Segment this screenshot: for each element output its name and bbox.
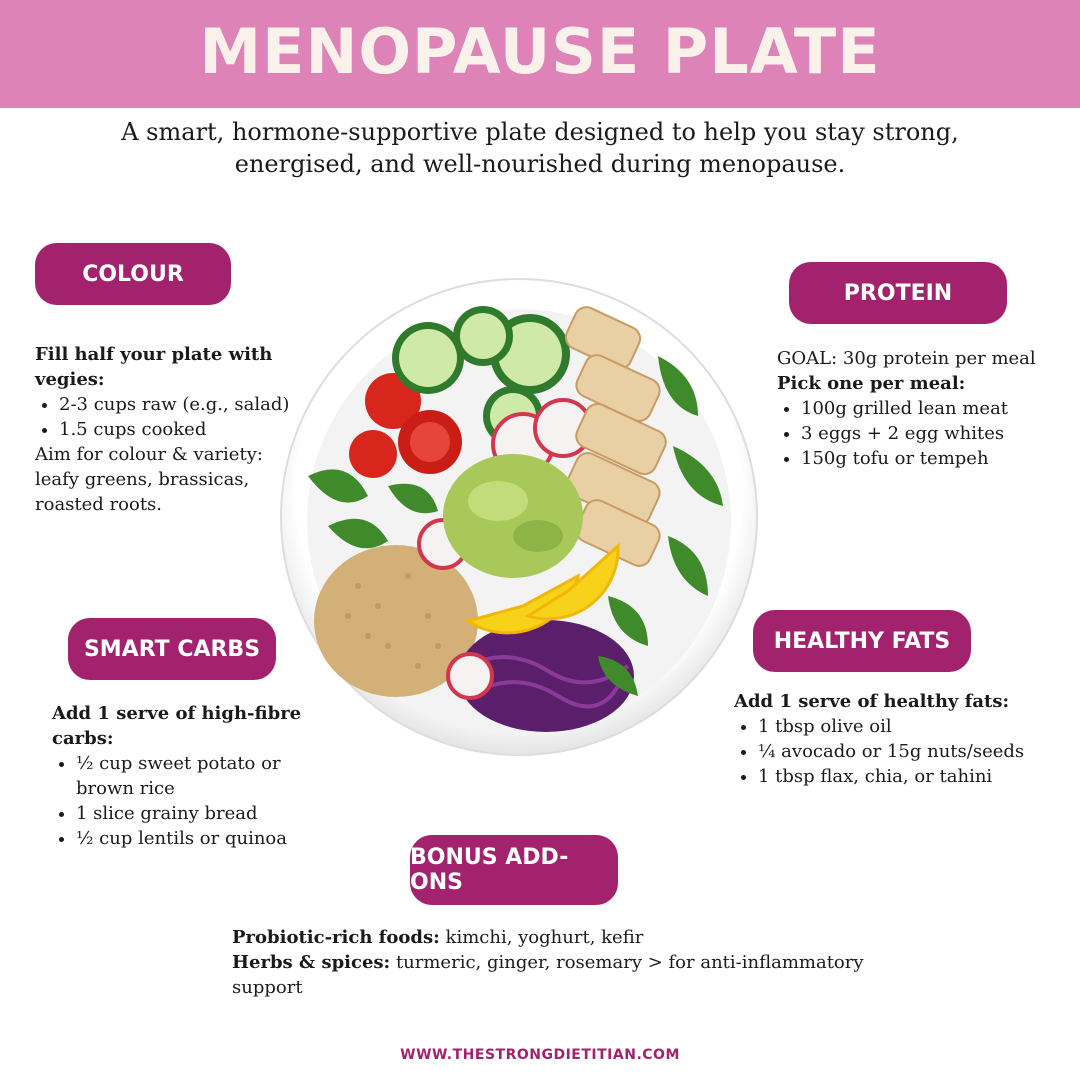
colour-label: COLOUR bbox=[35, 243, 231, 305]
list-item: • 1 tbsp olive oil bbox=[758, 714, 1064, 739]
list-item: • 100g grilled lean meat bbox=[801, 396, 1067, 421]
smart-carbs-list bbox=[52, 751, 312, 851]
page-subtitle: A smart, hormone-supportive plate designed to help you stay strong, energised, and well-nourished during menopause. bbox=[121, 118, 959, 178]
protein-list bbox=[777, 396, 1067, 471]
bonus-line-herbs bbox=[232, 950, 872, 1000]
colour-lead: Fill half your plate with vegies: bbox=[35, 344, 273, 390]
bonus-herbs-label: Herbs & spices: bbox=[232, 952, 391, 973]
bonus-herbs-text: turmeric, ginger, rosemary > for anti-inflammatory support bbox=[232, 952, 864, 998]
bonus-label: BONUS ADD-ONS bbox=[410, 835, 618, 905]
smart-carbs-label: SMART CARBS bbox=[68, 618, 276, 680]
list-item: • 3 eggs + 2 egg whites bbox=[801, 421, 1067, 446]
bonus-probiotic-label: Probiotic-rich foods: bbox=[232, 927, 440, 948]
protein-section bbox=[777, 346, 1067, 471]
list-item: • 2-3 cups raw (e.g., salad) bbox=[59, 392, 295, 417]
bonus-section bbox=[232, 925, 872, 1000]
list-item: • ¼ avocado or 15g nuts/seeds bbox=[758, 739, 1064, 764]
protein-lead: Pick one per meal: bbox=[777, 373, 966, 394]
list-item: • 1.5 cups cooked bbox=[59, 417, 295, 442]
protein-goal: GOAL: 30g protein per meal bbox=[777, 348, 1036, 369]
list-item: • ½ cup lentils or quinoa bbox=[76, 826, 312, 851]
list-item: • ½ cup sweet potato or brown rice bbox=[76, 751, 312, 801]
healthy-fats-section bbox=[734, 689, 1064, 789]
colour-note: Aim for colour & variety: leafy greens, brassicas, roasted roots. bbox=[35, 444, 263, 515]
protein-label: PROTEIN bbox=[789, 262, 1007, 324]
bonus-probiotic-text: kimchi, yoghurt, kefir bbox=[445, 927, 644, 948]
smart-carbs-lead: Add 1 serve of high-fibre carbs: bbox=[52, 703, 302, 749]
smart-carbs-section bbox=[52, 701, 312, 851]
healthy-fats-list bbox=[734, 714, 1064, 789]
healthy-fats-label: HEALTHY FATS bbox=[753, 610, 971, 672]
page-title: MENOPAUSE PLATE bbox=[199, 15, 881, 88]
list-item: • 1 tbsp flax, chia, or tahini bbox=[758, 764, 1064, 789]
colour-list bbox=[35, 392, 295, 442]
healthy-fats-lead: Add 1 serve of healthy fats: bbox=[734, 691, 1010, 712]
list-item: • 150g tofu or tempeh bbox=[801, 446, 1067, 471]
list-item: • 1 slice grainy bread bbox=[76, 801, 312, 826]
footer-url[interactable]: WWW.THESTRONGDIETITIAN.COM bbox=[400, 1047, 680, 1063]
colour-section bbox=[35, 342, 295, 517]
bonus-line-probiotic bbox=[232, 925, 872, 950]
salad-bowl-image bbox=[278, 276, 760, 758]
